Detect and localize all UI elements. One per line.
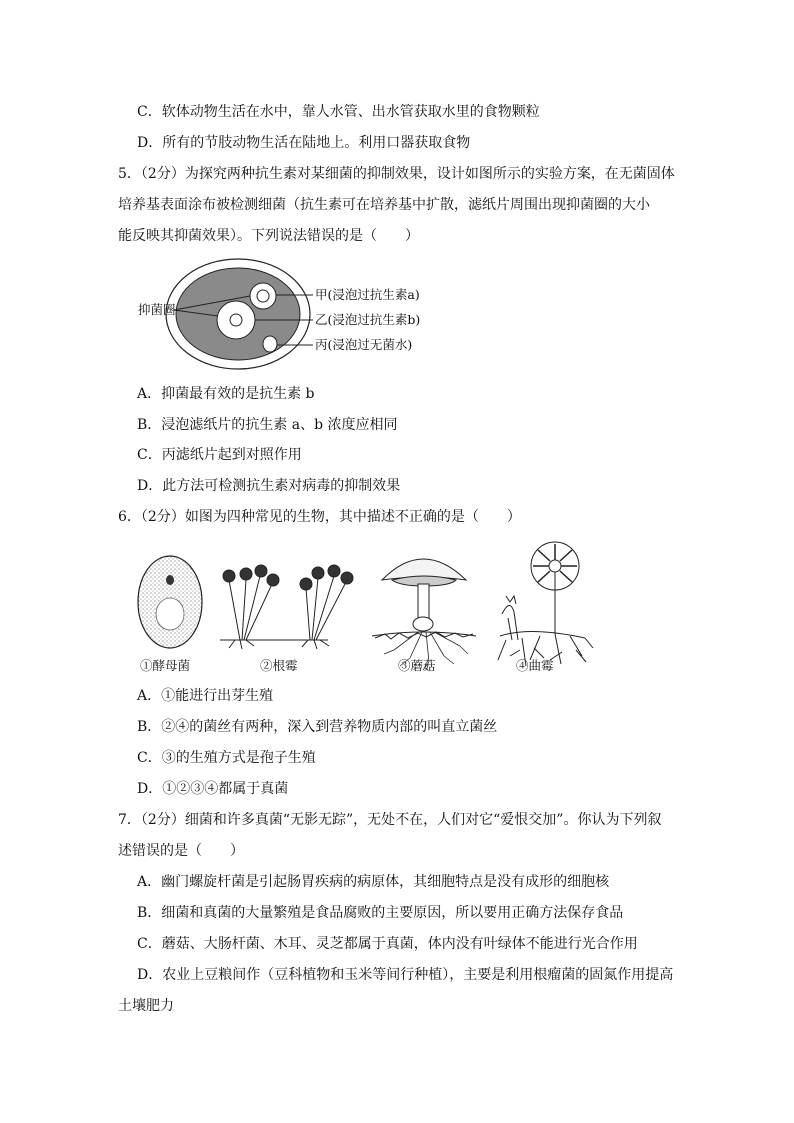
caption-rhizopus: ②根霉 [260, 658, 298, 673]
aspergillus-illustration [498, 542, 593, 666]
filter-yi-disc [230, 314, 242, 326]
caption-yeast: ①酵母菌 [140, 658, 191, 673]
caption-mushroom: ③蘑菇 [398, 658, 436, 673]
q5-stem-line1: 5．（2分）为探究两种抗生素对某细菌的抑制效果，设计如图所示的实验方案，在无菌固体 [118, 166, 675, 182]
rhizopus-illustration [220, 565, 353, 649]
label-bing: 丙(浸泡过无菌水) [315, 337, 413, 352]
q6-option-a: A．①能进行出芽生殖 [137, 688, 274, 704]
label-inhibition-zone: 抑菌圈 [138, 302, 176, 317]
q7-stem-line2: 述错误的是（ ） [118, 843, 244, 859]
label-jia: 甲(浸泡过抗生素a) [315, 287, 420, 302]
q7-option-c: C．蘑菇、大肠杆菌、木耳、灵芝都属于真菌，体内没有叶绿体不能进行光合作用 [137, 936, 638, 952]
petri-dish-figure [130, 258, 430, 378]
q7-stem-line1: 7．（2分）细菌和许多真菌“无影无踪”，无处不在，人们对它“爱恨交加”。你认为下列叙 [118, 812, 662, 828]
caption-aspergillus: ④曲霉 [516, 658, 554, 673]
q4-option-c: C．软体动物生活在水中，靠人水管、出水管获取水里的食物颗粒 [137, 104, 540, 120]
q5-option-c: C．丙滤纸片起到对照作用 [137, 447, 302, 463]
mushroom-illustration [372, 559, 476, 670]
q5-stem-line2: 培养基表面涂布被检测细菌（抗生素可在培养基中扩散，滤纸片周围出现抑菌圈的大小 [118, 197, 650, 213]
q7-option-b: B．细菌和真菌的大量繁殖是食品腐败的主要原因，所以要用正确方法保存食品 [137, 905, 624, 921]
q6-stem: 6．（2分）如图为四种常见的生物，其中描述不正确的是（ ） [118, 509, 521, 525]
q5-option-a: A．抑菌最有效的是抗生素 b [137, 386, 315, 402]
q5-option-d: D．此方法可检测抗生素对病毒的抑制效果 [137, 478, 401, 494]
filter-jia-disc [257, 290, 269, 302]
label-yi: 乙(浸泡过抗生素b) [315, 312, 421, 327]
filter-bing-disc [263, 336, 277, 352]
q6-option-d: D．①②③④都属于真菌 [137, 781, 289, 797]
q7-option-d-line1: D．农业上豆粮间作（豆科植物和玉米等间行种植），主要是利用根瘤菌的固氮作用提高 [137, 967, 674, 983]
organisms-figure [130, 540, 600, 676]
q6-option-b: B．②④的菌丝有两种，深入到营养物质内部的叫直立菌丝 [137, 719, 498, 735]
yeast-illustration [138, 556, 202, 648]
q7-option-a: A．幽门螺旋杆菌是引起肠胃疾病的病原体，其细胞特点是没有成形的细胞核 [137, 874, 610, 890]
q6-option-c: C．③的生殖方式是孢子生殖 [137, 750, 316, 766]
q4-option-d: D．所有的节肢动物生活在陆地上。利用口器获取食物 [137, 135, 471, 151]
q5-option-b: B．浸泡滤纸片的抗生素 a、b 浓度应相同 [137, 417, 398, 433]
q7-option-d-line2: 土壤肥力 [118, 998, 174, 1014]
q5-stem-line3: 能反映其抑菌效果）。下列说法错误的是（ ） [118, 228, 419, 244]
